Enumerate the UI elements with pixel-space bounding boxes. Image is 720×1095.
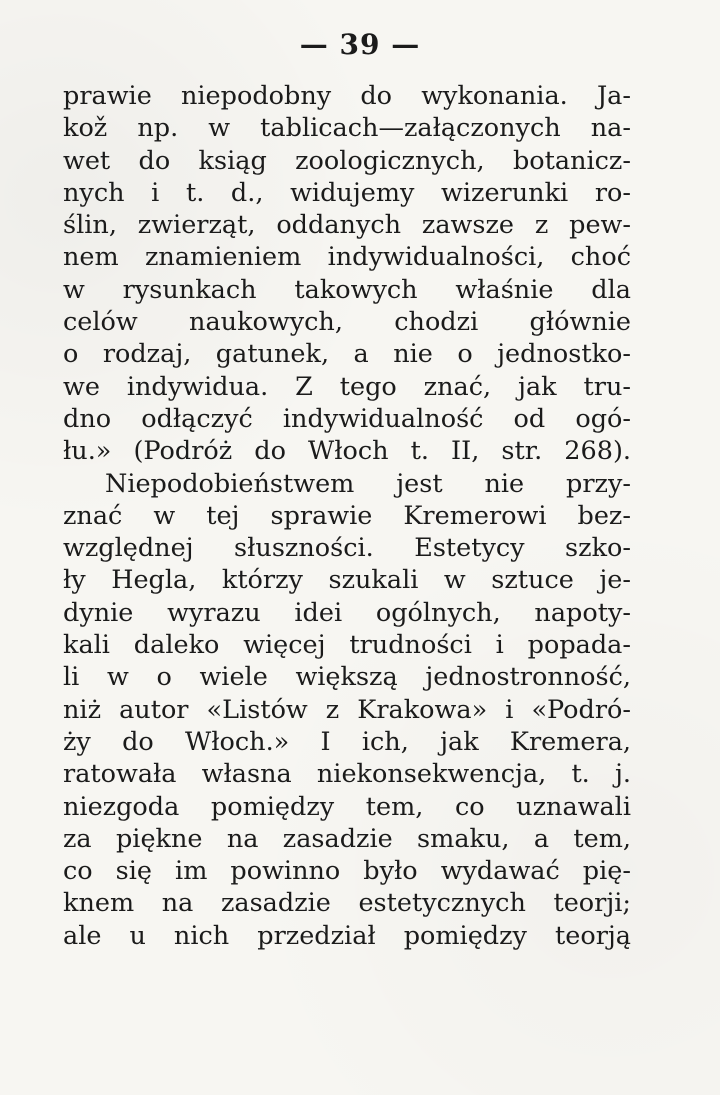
body-text bbox=[63, 80, 631, 952]
text-line: ratowała własna niekonsekwencja, t. j. bbox=[63, 759, 631, 790]
text-line: o rodzaj, gatunek, a nie o jednostko- bbox=[63, 339, 631, 370]
text-line: łu.» (Podróż do Włoch t. II, str. 268). bbox=[63, 436, 631, 467]
text-line: celów naukowych, chodzi głównie bbox=[63, 307, 631, 338]
text-line: prawie niepodobny do wykonania. Ja- bbox=[63, 81, 631, 111]
text-line: w rysunkach takowych właśnie dla bbox=[63, 274, 631, 305]
text-line: ale u nich przedział pomiędzy teorją bbox=[63, 920, 631, 951]
text-line: niezgoda pomiędzy tem, co uznawali bbox=[63, 791, 631, 822]
text-line: ży do Włoch.» I ich, jak Kremera, bbox=[63, 726, 631, 757]
text-line: znać w tej sprawie Kremerowi bez- bbox=[63, 500, 631, 531]
text-line: kali daleko więcej trudności i popada- bbox=[63, 630, 631, 661]
text-line: ślin, zwierząt, oddanych zawsze z pew- bbox=[63, 210, 631, 241]
text-line: we indywidua. Z tego znać, jak tru- bbox=[63, 371, 631, 402]
text-line: nem znamieniem indywidualności, choć bbox=[63, 242, 631, 273]
page-number: — 39 — bbox=[299, 28, 421, 61]
text-line: kož np. w tablicach—załączonych na- bbox=[63, 113, 631, 144]
paragraph-start-line: Niepodobieństwem jest nie przy- bbox=[105, 468, 631, 499]
text-line: za piękne na zasadzie smaku, a tem, bbox=[63, 823, 631, 854]
text-line: knem na zasadzie estetycznych teorji; bbox=[63, 888, 631, 919]
text-line: dno odłączyć indywidualność od ogó- bbox=[63, 403, 631, 434]
text-line: dynie wyrazu idei ogólnych, napoty- bbox=[63, 597, 631, 628]
text-line: niż autor «Listów z Krakowa» i «Podró- bbox=[63, 694, 631, 725]
text-line: co się im powinno było wydawać pię- bbox=[63, 856, 631, 887]
text-line: wet do ksiąg zoologicznych, botanicz- bbox=[63, 145, 631, 176]
text-line: względnej słuszności. Estetycy szko- bbox=[63, 533, 631, 564]
text-line: li w o wiele większą jednostronność, bbox=[63, 662, 631, 693]
text-line: ły Hegla, którzy szukali w sztuce je- bbox=[63, 565, 631, 596]
text-line: nych i t. d., widujemy wizerunki ro- bbox=[63, 177, 631, 208]
